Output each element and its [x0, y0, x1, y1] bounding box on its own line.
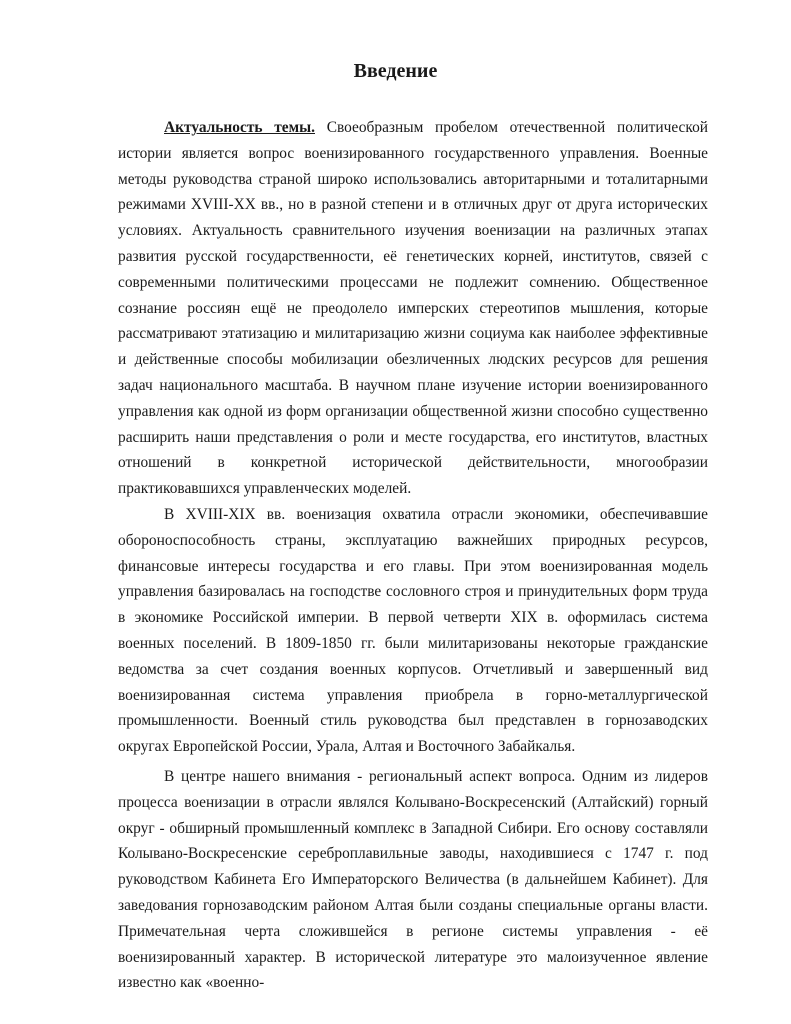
body-text — [118, 115, 708, 996]
page-title: Введение — [353, 60, 438, 82]
relevance-heading: Актуальность темы. — [164, 119, 315, 136]
paragraph-relevance-text: Своеобразным пробелом отечественной политической истории является вопрос военизированного государственного управления. Военные методы руководства страной широко использовались авторитарными и тоталитарными режимами XVIII-XX вв., но в разной степени и в отличных друг от друга исторических условиях. Актуальность сравнительного изучения военизации на различных этапах развития русской государственности, её генетических корней, институтов, связей с современными политическими процессами не подлежит сомнению. Общественное сознание россиян ещё не преодолело имперских стереотипов мышления, которые рассматривают этатизацию и милитаризацию жизни социума как наиболее эффективные и действенные способы мобилизации обезличенных людских ресурсов для решения задач национального масштаба. В научном плане изучение истории военизированного управления как одной из форм организации общественной жизни способно существенно расширить наши представления о роли и месте государства, его институтов, властных отношений в конкретной исторической действительности, многообразии практиковавшихся управленческих моделей. — [118, 119, 708, 498]
paragraph-relevance — [118, 115, 708, 502]
paragraph-regional-aspect: В центре нашего внимания - региональный аспект вопроса. Одним из лидеров процесса военизации в отрасли являлся Колывано-Воскресенский (Алтайский) горный округ - обширный промышленный комплекс в Западной Сибири. Его основу составляли Колывано-Воскресенские сереброплавильные заводы, находившиеся с 1747 г. под руководством Кабинета Его Императорского Величества (в дальнейшем Кабинет). Для заведования горнозаводским районом Алтая были созданы специальные органы власти. Примечательная черта сложившейся в регионе системы управления - её военизированный характер. В исторической литературе это малоизученное явление известно как «военно- — [118, 767, 708, 992]
paragraph-militarization: В XVIII-XIX вв. военизация охватила отрасли экономики, обеспечивавшие обороноспособность страны, эксплуатацию важнейших природных ресурсов, финансовые интересы государства и его главы. При этом военизированная модель управления базировалась на господстве сословного строя и принудительных форм труда в экономике Российской империи. В первой четверти XIX в. оформилась система военных поселений. В 1809-1850 гг. были милитаризованы некоторые гражданские ведомства за счет создания военных корпусов. Отчетливый и завершенный вид военизированная система управления приобрела в горно-металлургической промышленности. Военный стиль руководства был представлен в горнозаводских округах Европейской России, Урала, Алтая и Восточного Забайкалья. — [118, 505, 708, 756]
